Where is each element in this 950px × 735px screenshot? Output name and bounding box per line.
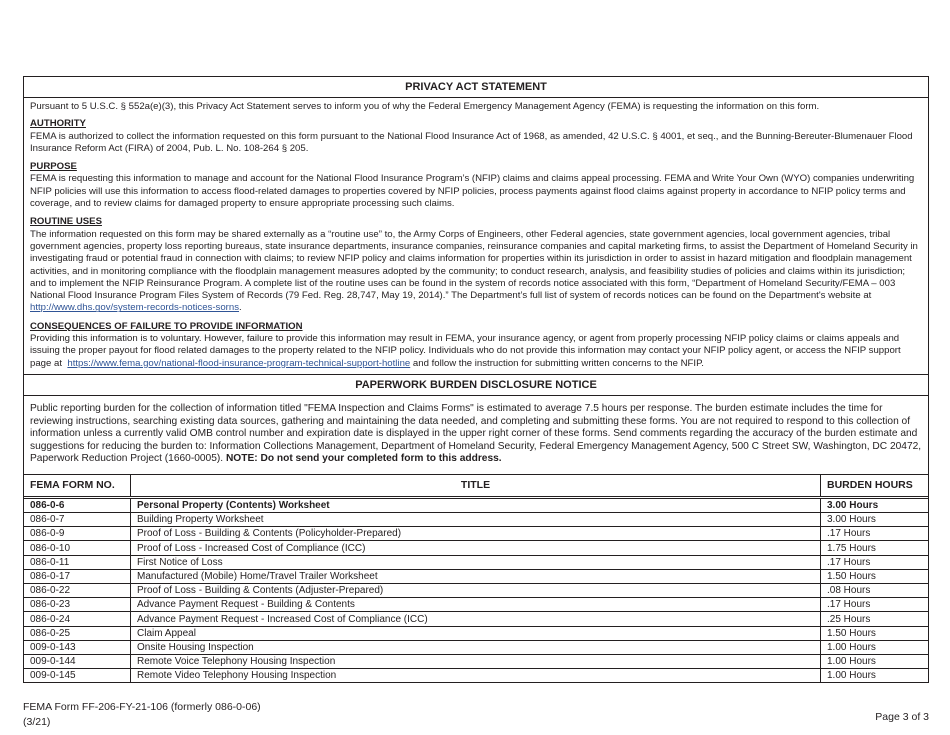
hours-cell: 1.00 Hours	[821, 669, 929, 683]
hours-cell: .08 Hours	[821, 584, 929, 598]
form-id-label: FEMA Form FF-206-FY-21-106 (formerly 086-0-06)	[23, 701, 261, 713]
hours-cell: .17 Hours	[821, 527, 929, 541]
title-cell: Proof of Loss - Building & Contents (Adjuster-Prepared)	[131, 584, 821, 598]
title-cell: Advance Payment Request - Building & Contents	[131, 598, 821, 612]
hours-cell: 1.75 Hours	[821, 541, 929, 555]
table-row	[24, 584, 928, 598]
consequences-paragraph	[30, 333, 922, 370]
nfip-support-link[interactable]: https://www.fema.gov/national-flood-insurance-program-technical-support-hotline	[67, 357, 411, 369]
consequences-end: and follow the instruction for submitting written concerns to the NFIP.	[412, 357, 704, 369]
routine-uses-paragraph	[30, 229, 922, 315]
form-no-cell: 009-0-144	[24, 654, 131, 668]
consequences-section	[30, 321, 922, 370]
table-row	[24, 626, 928, 640]
title-cell: Manufactured (Mobile) Home/Travel Trailer Worksheet	[131, 569, 821, 583]
page-number: Page 3 of 3	[875, 711, 929, 723]
form-no-cell: 086-0-6	[24, 497, 131, 512]
form-no-cell: 086-0-25	[24, 626, 131, 640]
paperwork-burden-heading: PAPERWORK BURDEN DISCLOSURE NOTICE	[24, 374, 928, 396]
table-row	[24, 527, 928, 541]
form-date-label: (3/21)	[23, 716, 51, 728]
routine-uses-section	[30, 216, 922, 314]
hours-cell: 1.00 Hours	[821, 640, 929, 654]
routine-uses-heading: ROUTINE USES	[30, 216, 102, 228]
hours-cell: 3.00 Hours	[827, 500, 879, 511]
title-cell: Personal Property (Contents) Worksheet	[131, 497, 821, 512]
table-row	[24, 497, 928, 512]
table-row	[24, 541, 928, 555]
form-no-cell: 086-0-10	[24, 541, 131, 555]
authority-section	[30, 118, 922, 155]
form-no-cell: 009-0-145	[24, 669, 131, 683]
purpose-heading: PURPOSE	[30, 161, 77, 173]
title-cell: Building Property Worksheet	[131, 513, 821, 527]
title-cell: Advance Payment Request - Increased Cost of Compliance (ICC)	[131, 612, 821, 626]
form-no-cell: 086-0-17	[24, 569, 131, 583]
routine-uses-text: The information requested on this form may be shared externally as a “routine use” to, the Army Corps of Engineers, other Federal agencies, state government agencies, local government agencies, tribal government agencies, property loss reporting bureaus, state insurance departments, insurance companies, reinsurance companies and capital marketing firms, to assist the Department of Homeland Security in investigating fraud or potential fraud in connection with claims; to review NFIP policy and claims information for properties within its jurisdiction in order to assist in hazard mitigation and floodplain management activities, and in monitoring compliance with the floodplain management measures adopted by the community; to conduct research, analysis, and feasibility studies of policies and claims within its jurisdiction; and to implement the NFIP Reinsurance Program. A complete list of the routine uses can be found in the system of records notice associated with this form, “Department of Homeland Security/FEMA – 003 National Flood Insurance Program Files System of Records (79 Fed. Reg. 28,747, May 19, 2014).” The Department’s full list of system of records notices can be found on the Department's website at	[30, 228, 918, 302]
col-header-form-no: FEMA FORM NO.	[24, 475, 131, 498]
title-cell: Claim Appeal	[131, 626, 821, 640]
hours-cell: 1.50 Hours	[821, 569, 929, 583]
hours-cell: 3.00 Hours	[821, 513, 929, 527]
hours-cell: .17 Hours	[821, 555, 929, 569]
table-header-row	[24, 475, 928, 498]
form-footer-id	[23, 700, 261, 730]
table-row	[24, 598, 928, 612]
col-header-title: TITLE	[131, 475, 821, 498]
hours-cell: .25 Hours	[821, 612, 929, 626]
table-row	[24, 640, 928, 654]
form-frame	[23, 76, 929, 683]
table-row	[24, 555, 928, 569]
form-no-cell: 086-0-23	[24, 598, 131, 612]
hours-cell: .17 Hours	[821, 598, 929, 612]
table-row	[24, 654, 928, 668]
col-header-burden-hours: BURDEN HOURS	[821, 475, 929, 498]
hours-cell: 1.00 Hours	[821, 654, 929, 668]
consequences-text: Providing this information is to voluntary. However, failure to provide this information may result in FEMA, your insurance agency, or agent from properly processing NFIP policy claims or claims appeals and issuing the proper payout for flood related damages to the property related to the NFIP policy. Individuals who do not provide this information may contact your NFIP policy agent, or access the NFIP support page at	[30, 333, 901, 369]
privacy-intro: Pursuant to 5 U.S.C. § 552a(e)(3), this Privacy Act Statement serves to inform you of why the Federal Emergency Management Agency (FEMA) is requesting the information on this form.	[30, 101, 820, 112]
title-cell: Proof of Loss - Increased Cost of Compliance (ICC)	[131, 541, 821, 555]
title-cell: Remote Voice Telephony Housing Inspection	[131, 654, 821, 668]
authority-text: FEMA is authorized to collect the information requested on this form pursuant to the National Flood Insurance Act of 1968, as amended, 42 U.S.C. § 4001, et seq., and the Bunning-Bereuter-Blumenauer Flood Insurance Reform Act (FIRA) of 2004, Pub. L. No. 108-264 § 205.	[30, 130, 913, 154]
title-cell: First Notice of Loss	[131, 555, 821, 569]
form-no-cell: 086-0-24	[24, 612, 131, 626]
authority-heading: AUTHORITY	[30, 118, 86, 130]
form-no-cell: 086-0-9	[24, 527, 131, 541]
form-no-cell: 086-0-22	[24, 584, 131, 598]
form-no-cell: 086-0-7	[24, 513, 131, 527]
dhs-sorn-link[interactable]: http://www.dhs.gov/system-records-notices-sorns	[30, 302, 240, 314]
consequences-heading: CONSEQUENCES OF FAILURE TO PROVIDE INFORMATION	[30, 320, 303, 332]
table-row	[24, 569, 928, 583]
form-no-cell: 086-0-11	[24, 555, 131, 569]
paperwork-text: Public reporting burden for the collection of information titled "FEMA Inspection and Claims Forms" is estimated to average 7.5 hours per response. The burden estimate includes the time for reviewing instructions, searching existing data sources, gathering and maintaining the data needed, and completing and submitting these forms. You are not required to respond to this collection of information unless a currently valid OMB control number and expiration date is displayed in the upper right corner of these forms. Send comments regarding the accuracy of the burden estimate and suggestions for reducing the burden to: Information Collections Management, Department of Homeland Security, Federal Emergency Management Agency, 500 C Street SW, Washington, DC 20472, Paperwork Reduction Project (1660-0005).	[30, 402, 922, 465]
title-cell: Proof of Loss - Building & Contents (Policyholder-Prepared)	[131, 527, 821, 541]
privacy-act-heading: PRIVACY ACT STATEMENT	[24, 77, 928, 98]
table-row	[24, 669, 928, 683]
paperwork-paragraph	[30, 403, 922, 466]
privacy-act-body	[24, 98, 928, 374]
table-row	[24, 612, 928, 626]
paperwork-burden-body	[24, 396, 928, 475]
title-cell: Onsite Housing Inspection	[131, 640, 821, 654]
paperwork-note: NOTE: Do not send your completed form to this address.	[225, 453, 502, 465]
title-cell: Remote Video Telephony Housing Inspection	[131, 669, 821, 683]
purpose-text: FEMA is requesting this information to manage and account for the National Flood Insurance Program’s (NFIP) claims and claims appeal processing. FEMA and Write Your Own (WYO) companies underwriting NFIP policies will use this information to access flood-related damages to properties covered by NFIP policies, process payments against flood claims against property in accordance to NFIP policy terms and coverage, and to review claims for damaged property to ensure appropriate processing such claims.	[30, 173, 915, 210]
hours-cell: 1.50 Hours	[821, 626, 929, 640]
burden-hours-table	[24, 475, 928, 682]
routine-uses-end: .	[239, 302, 242, 314]
purpose-section	[30, 161, 922, 210]
table-row	[24, 513, 928, 527]
form-no-cell: 009-0-143	[24, 640, 131, 654]
